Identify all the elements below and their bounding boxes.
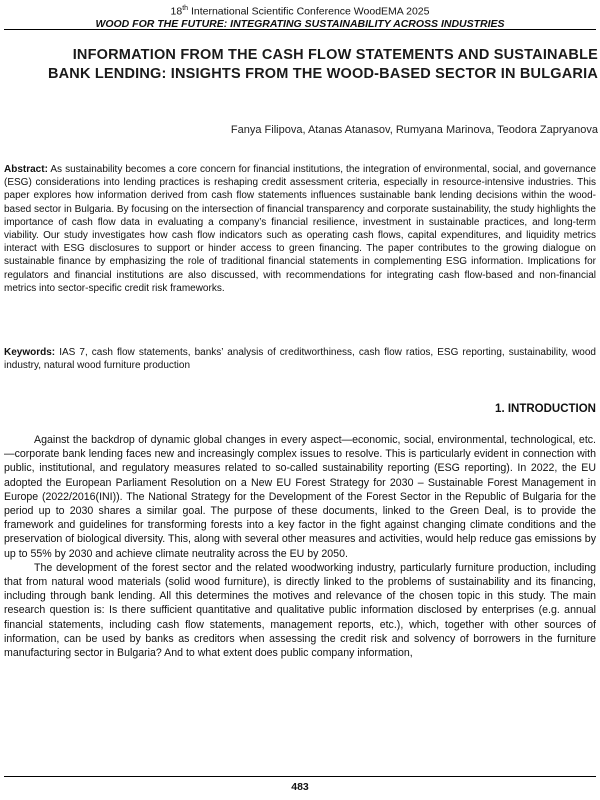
keywords-text: IAS 7, cash flow statements, banks’ analysis of creditworthiness, cash flow ratios, ESG reporting, sustainability, wood industry, natural wood furniture production [4, 347, 596, 372]
introduction-body [4, 433, 596, 660]
header-divider [4, 29, 596, 30]
paper-title: INFORMATION FROM THE CASH FLOW STATEMENTS AND SUSTAINABLE BANK LENDING: INSIGHTS FROM THE WOOD-BASED SECTOR IN BULGARIA [47, 47, 598, 82]
ordinal-suffix: th [182, 5, 189, 12]
conference-header [20, 3, 580, 30]
keywords-label: Keywords: [4, 347, 56, 358]
footer-divider [4, 776, 596, 777]
body-paragraph: Against the backdrop of dynamic global changes in every aspect—economic, social, environmental, technological, etc.—corporate bank lending faces new and increasingly complex issues to resolve. This is particularly evident in connection with public, institutional, and regulatory measures related to so-called sustainability reporting (ESG reporting). In 2022, the EU adopted the European Parliament Resolution on a New EU Forest Strategy for 2030 – Sustainable Forest Management in Europe (2022/2016(INI)). The National Strategy for the Development of the Forest Sector in the Republic of Bulgaria for the period up to 2030 shares a similar goal. The purpose of these documents, linked to the Green Deal, is to provide the framework and guidelines for transforming forests into a key factor in the fight against changing climate conditions and the preservation of biological diversity. This, along with several other measures and activities, would help reduce gas emissions by up to 55% by 2030 and achieve climate neutrality across the EU by 2050. [4, 434, 596, 560]
page-number: 483 [291, 781, 309, 793]
section-heading-introduction: 1. INTRODUCTION [495, 403, 596, 415]
body-paragraph: The development of the forest sector and the related woodworking industry, particularly furniture production, including that from natural wood materials (solid wood furniture), is directly linked to the problems of sustainability and its financing, including through bank lending. All this determines the motives and relevance of the chosen topic in this study. The main research question is: Is there sufficient quantitative and qualitative public information disclosed by enterprises (e.g. annual financial statements, including cash flow statements, management reports, etc.), which, together with other sources of information, can be used by banks as creditors when assessing the credit risk and solvency of borrowers in the furniture manufacturing sector in Bulgaria? And to what extent does public company information, [4, 561, 596, 660]
conference-theme: WOOD FOR THE FUTURE: INTEGRATING SUSTAINABILITY ACROSS INDUSTRIES [95, 17, 505, 30]
abstract-label: Abstract: [4, 164, 48, 175]
abstract [4, 163, 596, 295]
keywords [4, 346, 596, 372]
conference-name: 18th International Scientific Conference WoodEMA 2025 [170, 5, 430, 18]
abstract-text: As sustainability becomes a core concern for financial institutions, the integration of environmental, social, and governance (ESG) considerations into lending practices is reshaping credit assessment criteria, especially in resource-intensive industries. This paper explores how information derived from cash flow statements influences sustainable bank lending decisions within the wood-based sector in Bulgaria. By focusing on the intersection of financial transparency and corporate sustainability, the study highlights the importance of cash flow data in evaluating a company’s financial resilience, investment in sustainable practices, and long-term viability. Our study investigates how cash flow indicators such as operating cash flows, capital expenditures, and liquidity metrics interact with ESG disclosures to support or hinder access to green financing. The paper contributes to the growing dialogue on sustainable finance by emphasizing the role of traditional financial statements in complementing ESG information. Implications for regulators and financial institutions are also discussed, with recommendations for integrating cash flow-based and non-financial metrics into sector-specific credit risk frameworks. [4, 164, 597, 294]
author-list: Fanya Filipova, Atanas Atanasov, Rumyana Marinova, Teodora Zapryanova [230, 124, 598, 136]
